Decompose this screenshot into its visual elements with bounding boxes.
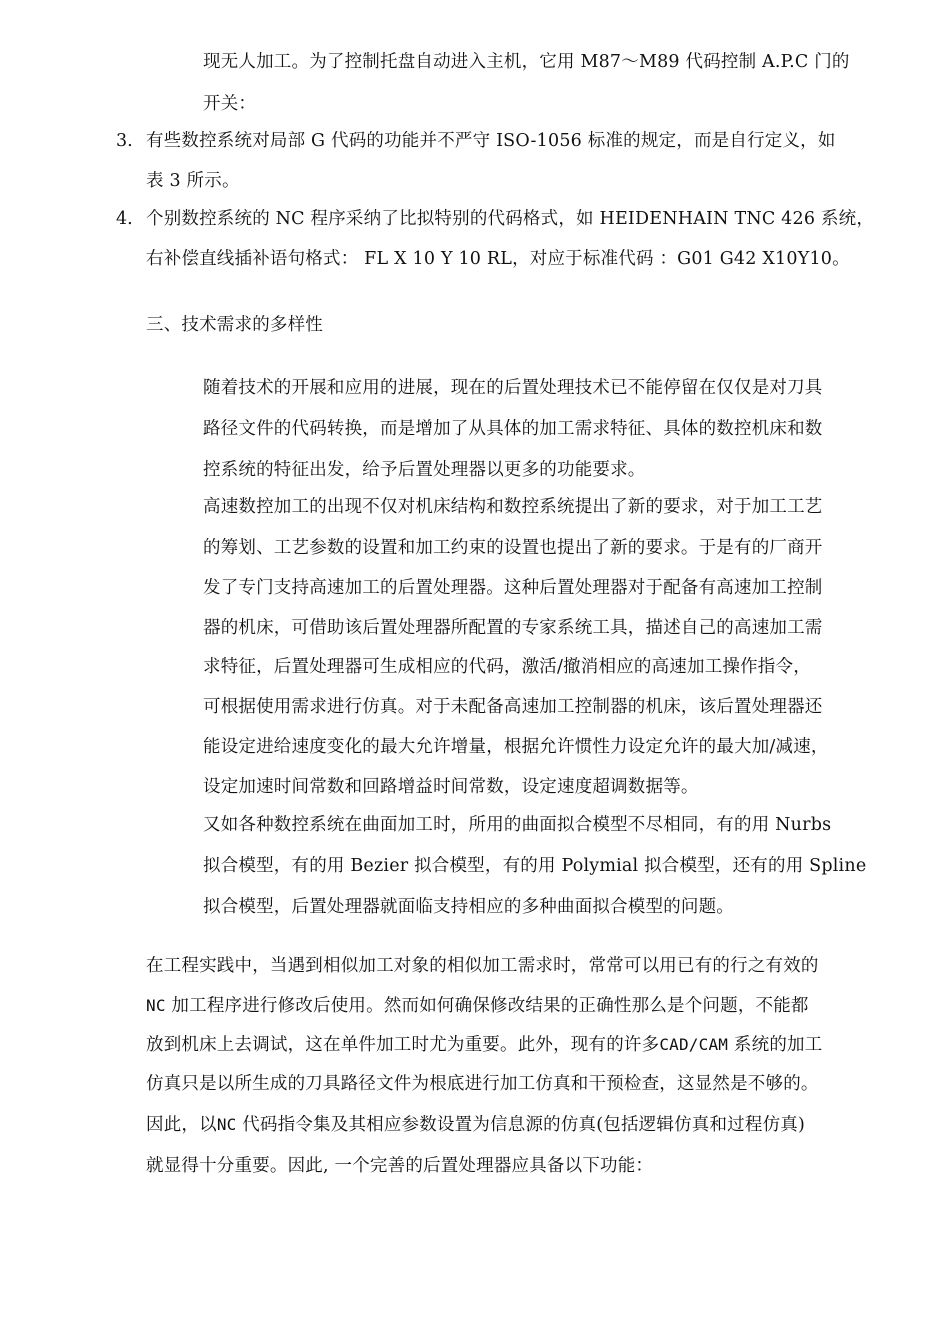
closing-line-3-text: 放到机床上去调试，这在单件加工时尤为重要。此外，现有的许多 [146, 1035, 660, 1055]
para2-line-4: 器的机床，可借助该后置处理器所配置的专家系统工具，描述自己的高速加工需 [203, 618, 823, 638]
para2-line-3: 发了专门支持高速加工的后置处理器。这种后置处理器对于配备有高速加工控制 [203, 578, 823, 598]
closing-line-5-end: 代码指令集及其相应参数设置为信息源的仿真(包括逻辑仿真和过程仿真) [236, 1115, 805, 1135]
para2-line-6: 可根据使用需求进行仿真。对于未配备高速加工控制器的机床，该后置处理器还 [203, 697, 823, 717]
para3-line-2: 拟合模型，有的用 Bezier 拟合模型，有的用 Polymial 拟合模型，还有的用 Spline [203, 856, 867, 876]
list-item-number-3: 3. [116, 131, 133, 151]
list-item-4-line-1: 个别数控系统的 NC 程序采纳了比拟特别的代码格式，如 HEIDENHAIN TNC 426 系统， [146, 209, 875, 229]
para2-line-5: 求特征，后置处理器可生成相应的代码，激活/撤消相应的高速加工操作指令， [203, 657, 811, 677]
closing-line-2 [146, 995, 809, 1017]
para1-line-1: 随着技术的开展和应用的进展，现在的后置处理技术已不能停留在仅仅是对刀具 [203, 378, 823, 398]
intro-line-2: 开关： [203, 94, 257, 114]
closing-line-3-code: CAD/CAM [659, 1035, 729, 1054]
section-heading: 三、技术需求的多样性 [146, 315, 323, 335]
intro-line-1: 现无人加工。为了控制托盘自动进入主机，它用 M87～M89 代码控制 A.P.C 门的 [203, 52, 850, 72]
closing-line-5-text: 因此，以 [146, 1115, 217, 1135]
closing-line-3 [146, 1034, 822, 1056]
closing-line-6: 就显得十分重要。因此, 一个完善的后置处理器应具备以下功能： [146, 1156, 654, 1176]
para3-line-1: 又如各种数控系统在曲面加工时，所用的曲面拟合模型不尽相同，有的用 Nurbs [203, 815, 832, 835]
list-item-3-line-2: 表 3 所示。 [146, 171, 240, 191]
closing-line-2-text: 加工程序进行修改后使用。然而如何确保修改结果的正确性那么是个问题，不能都 [165, 996, 809, 1016]
closing-line-5 [146, 1114, 805, 1136]
list-item-number-4: 4. [116, 209, 133, 229]
para2-line-8: 设定加速时间常数和回路增益时间常数，设定速度超调数据等。 [203, 777, 699, 797]
closing-line-3-end: 系统的加工 [728, 1035, 823, 1055]
closing-line-5-code: NC [216, 1115, 237, 1134]
para2-line-7: 能设定进给速度变化的最大允许增量，根据允许惯性力设定允许的最大加/减速， [203, 737, 829, 757]
para1-line-3: 控系统的特征出发，给予后置处理器以更多的功能要求。 [203, 460, 646, 480]
list-item-3-line-1: 有些数控系统对局部 G 代码的功能并不严守 ISO-1056 标准的规定，而是自行定义，如 [146, 131, 836, 151]
closing-line-1: 在工程实践中，当遇到相似加工对象的相似加工需求时，常常可以用已有的行之有效的 [146, 956, 819, 976]
closing-line-2-code: NC [146, 996, 166, 1015]
closing-line-4: 仿真只是以所生成的刀具路径文件为根底进行加工仿真和干预检查，这显然是不够的。 [146, 1074, 819, 1094]
para2-line-2: 的筹划、工艺参数的设置和加工约束的设置也提出了新的要求。于是有的厂商开 [203, 538, 823, 558]
list-item-4-line-2: 右补偿直线插补语句格式： FL X 10 Y 10 RL，对应于标准代码 ：G01 G42 X10Y10。 [146, 249, 850, 269]
para1-line-2: 路径文件的代码转换，而是增加了从具体的加工需求特征、具体的数控机床和数 [203, 419, 823, 439]
para2-line-1: 高速数控加工的出现不仅对机床结构和数控系统提出了新的要求，对于加工工艺 [203, 497, 823, 517]
para3-line-3: 拟合模型，后置处理器就面临支持相应的多种曲面拟合模型的问题。 [203, 897, 734, 917]
